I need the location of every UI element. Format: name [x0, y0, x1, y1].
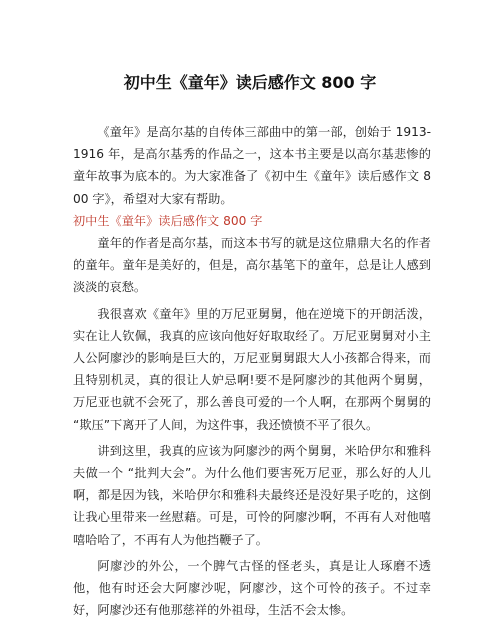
document-title: 初中生《童年》读后感作文 800 字 — [123, 73, 377, 92]
intro-paragraph: 《童年》是高尔基的自传体三部曲中的第一部，创始于 1913-1916 年，是高尔基秀的作品之一，这本书主要是以高尔基悲惨的童年故事为底本的。为大家准备了《初中生《童年》读后感作文 800 字》，希望对大家有帮助。 — [73, 125, 431, 206]
section-subtitle: 初中生《童年》读后感作文 800 字 — [73, 213, 263, 228]
document-body — [73, 121, 431, 621]
body-paragraph: 童年的作者是高尔基，而这本书写的就是这位鼎鼎大名的作者的童年。童年是美好的，但是，高尔基笔下的童年，总是让人感到淡淡的哀愁。 — [73, 236, 431, 295]
body-paragraph: 我很喜欢《童年》里的万尼亚舅舅，他在逆境下的开朗活泼，实在让人钦佩，我真的应该向他好好取取经了。万尼亚舅舅对小主人公阿廖沙的影响是巨大的，万尼亚舅舅跟大人小孩都合得来，而且特别机灵，真的很让人妒忌啊!要不是阿廖沙的其他两个舅舅，万尼亚也就不会死了，那么善良可爱的一个人啊，在那两个舅舅的 “欺压”下离开了人间，为这件事，我还愤愤不平了很久。 — [73, 306, 431, 432]
body-paragraph: 阿廖沙的外公，一个脾气古怪的怪老头，真是让人琢磨不透他，他有时还会大阿廖沙呢，阿廖沙，这个可怜的孩子。不过幸好，阿廖沙还有他那慈祥的外祖母，生活不会太惨。 — [73, 558, 431, 618]
body-paragraph: 讲到这里，我真的应该为阿廖沙的两个舅舅，米哈伊尔和雅科夫做一个 “批判大会”。为什么他们要害死万尼亚，那么好的人儿啊，都是因为钱，米哈伊尔和雅科夫最终还是没好果子吃的，这倒让我心里带来一丝慰藉。可是，可怜的阿廖沙啊，不再有人对他嘻嘻哈哈了，不再有人为他挡鞭子了。 — [73, 443, 431, 547]
